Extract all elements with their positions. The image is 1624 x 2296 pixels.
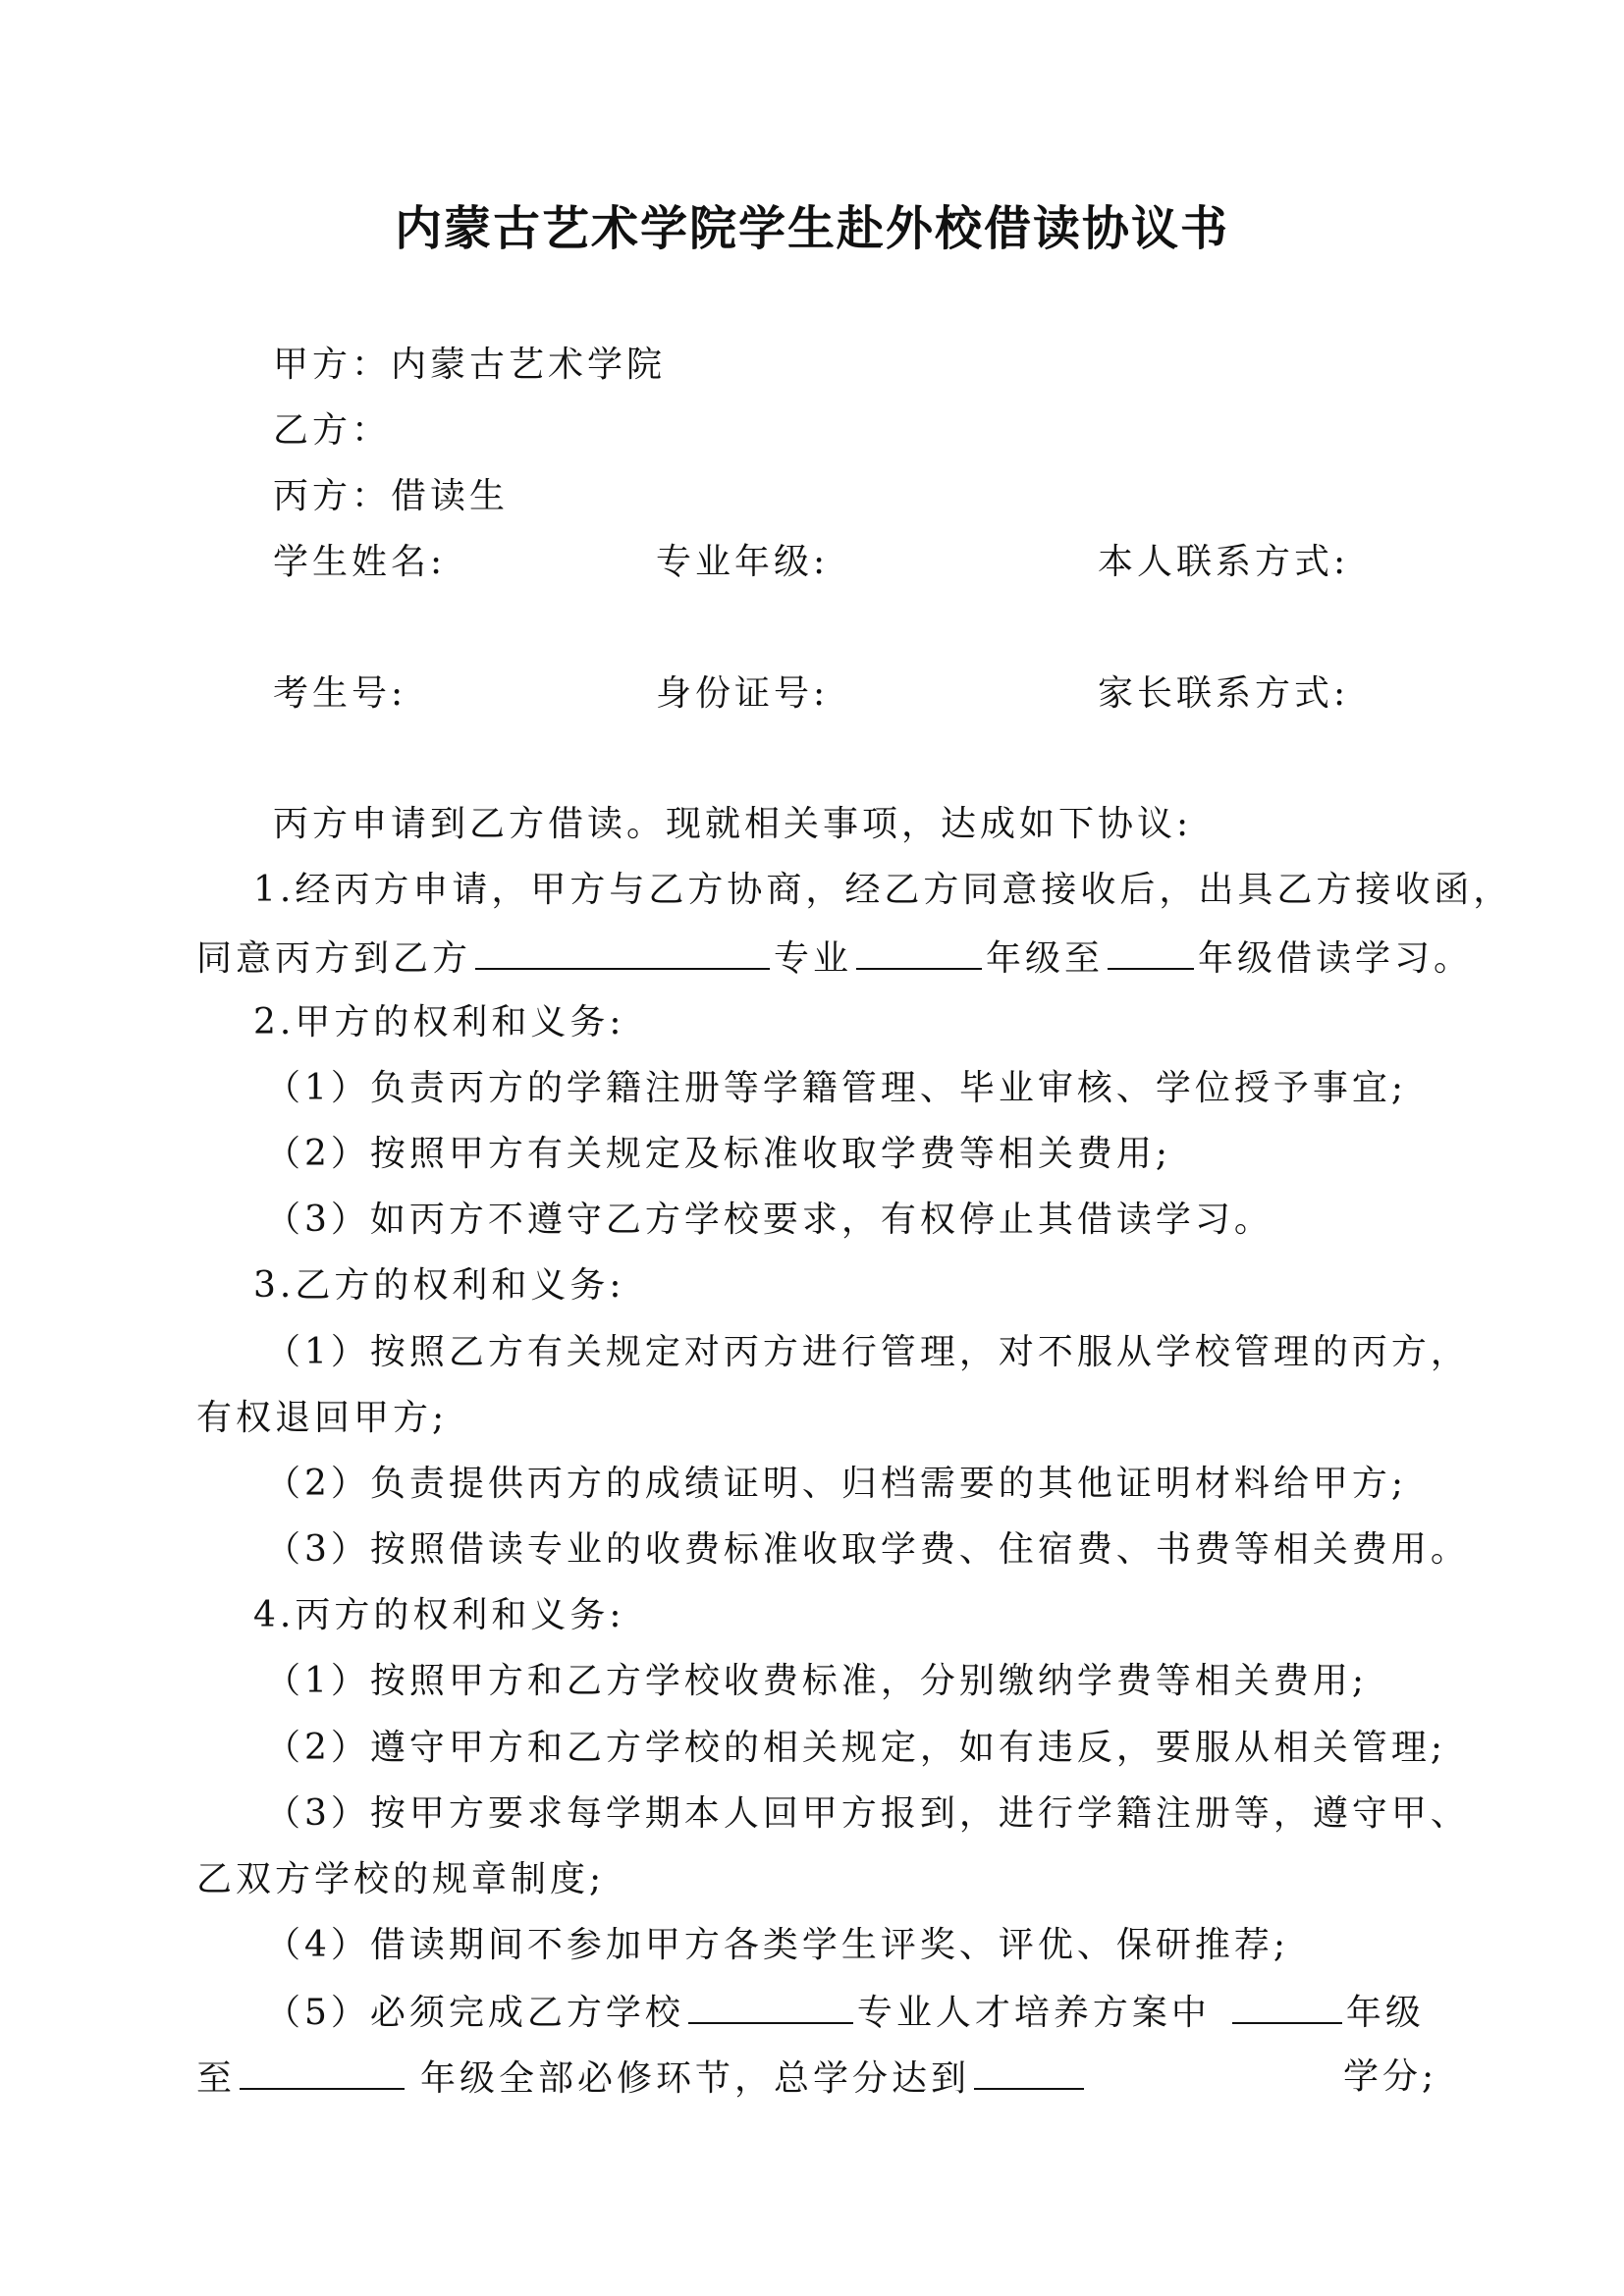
document-title: 内蒙古艺术学院学生赴外校借读协议书	[394, 201, 1229, 256]
clause4-item5-line2	[196, 2053, 1088, 2104]
clause4-item3-line1: （3）按甲方要求每学期本人回甲方报到，进行学籍注册等，遵守甲、	[265, 1793, 1470, 1834]
major-plan-blank[interactable]	[688, 1987, 853, 2024]
clause3-item3: （3）按照借读专业的收费标准收取学费、住宿费、书费等相关费用。	[265, 1529, 1470, 1570]
grade-start-blank[interactable]	[1108, 933, 1194, 970]
clause2-item1: （1）负责丙方的学籍注册等学籍管理、毕业审核、学位授予事宜;	[265, 1068, 1408, 1108]
clause4-item4: （4）借读期间不参加甲方各类学生评奖、评优、保研推荐;	[265, 1925, 1290, 1965]
major-blank[interactable]	[856, 933, 982, 970]
clause3-item1-line1: （1）按照乙方有关规定对丙方进行管理，对不服从学校管理的丙方，	[265, 1332, 1470, 1372]
target-school-blank[interactable]	[475, 933, 770, 970]
student-name-label: 学生姓名:	[273, 542, 447, 582]
intro-paragraph: 丙方申请到乙方借读。现就相关事项，达成如下协议:	[273, 804, 1193, 844]
clause4-item5-text-b: 专业人才培养方案中	[856, 1993, 1211, 2033]
major-grade-label: 专业年级:	[656, 542, 830, 582]
clause4-item5-text-a: （5）必须完成乙方学校	[265, 1993, 684, 2033]
clause1-text-d: 年级借读学习。	[1198, 938, 1474, 979]
clause1-line1: 1.经丙方申请，甲方与乙方协商，经乙方同意接收后，出具乙方接收函，	[253, 870, 1513, 910]
clause4-heading: 4.丙方的权利和义务:	[253, 1595, 625, 1635]
exam-number-label: 考生号:	[273, 673, 407, 714]
party-c-line: 丙方：借读生	[273, 476, 510, 516]
clause1-text-b: 专业	[774, 938, 853, 979]
plan-grade-end-blank[interactable]	[240, 2053, 405, 2090]
clause1-text-c: 年级至	[986, 938, 1105, 979]
clause3-item2: （2）负责提供丙方的成绩证明、归档需要的其他证明材料给甲方;	[265, 1464, 1408, 1504]
clause2-heading: 2.甲方的权利和义务:	[253, 1002, 625, 1042]
credits-unit-label: 学分;	[1343, 2056, 1438, 2097]
party-a-line: 甲方：内蒙古艺术学院	[273, 345, 667, 385]
contact-label: 本人联系方式:	[1098, 542, 1350, 582]
clause4-item3-line2: 乙双方学校的规章制度;	[196, 1859, 606, 1899]
parent-contact-label: 家长联系方式:	[1098, 673, 1350, 714]
clause4-item5-text-c: 年级	[1345, 1993, 1425, 2033]
party-b-line: 乙方：	[273, 410, 392, 451]
clause4-item5-text-e: 年级全部必修环节，总学分达到	[420, 2058, 971, 2099]
clause3-item1-line2: 有权退回甲方;	[196, 1398, 449, 1438]
clause3-heading: 3.乙方的权利和义务:	[253, 1265, 625, 1306]
clause2-item2: （2）按照甲方有关规定及标准收取学费等相关费用;	[265, 1134, 1172, 1174]
clause4-item1: （1）按照甲方和乙方学校收费标准，分别缴纳学费等相关费用;	[265, 1661, 1369, 1701]
clause4-item5-line1	[265, 1987, 1425, 2038]
clause1-text-a: 同意丙方到乙方	[196, 938, 472, 979]
id-number-label: 身份证号:	[656, 673, 830, 714]
clause4-item5-text-d: 至	[196, 2058, 237, 2099]
total-credits-blank[interactable]	[974, 2053, 1084, 2090]
clause4-item2: （2）遵守甲方和乙方学校的相关规定，如有违反，要服从相关管理;	[265, 1728, 1447, 1768]
clause2-item3: （3）如丙方不遵守乙方学校要求，有权停止其借读学习。	[265, 1200, 1273, 1240]
clause1-line2	[196, 933, 1473, 984]
plan-grade-start-blank[interactable]	[1232, 1987, 1342, 2024]
